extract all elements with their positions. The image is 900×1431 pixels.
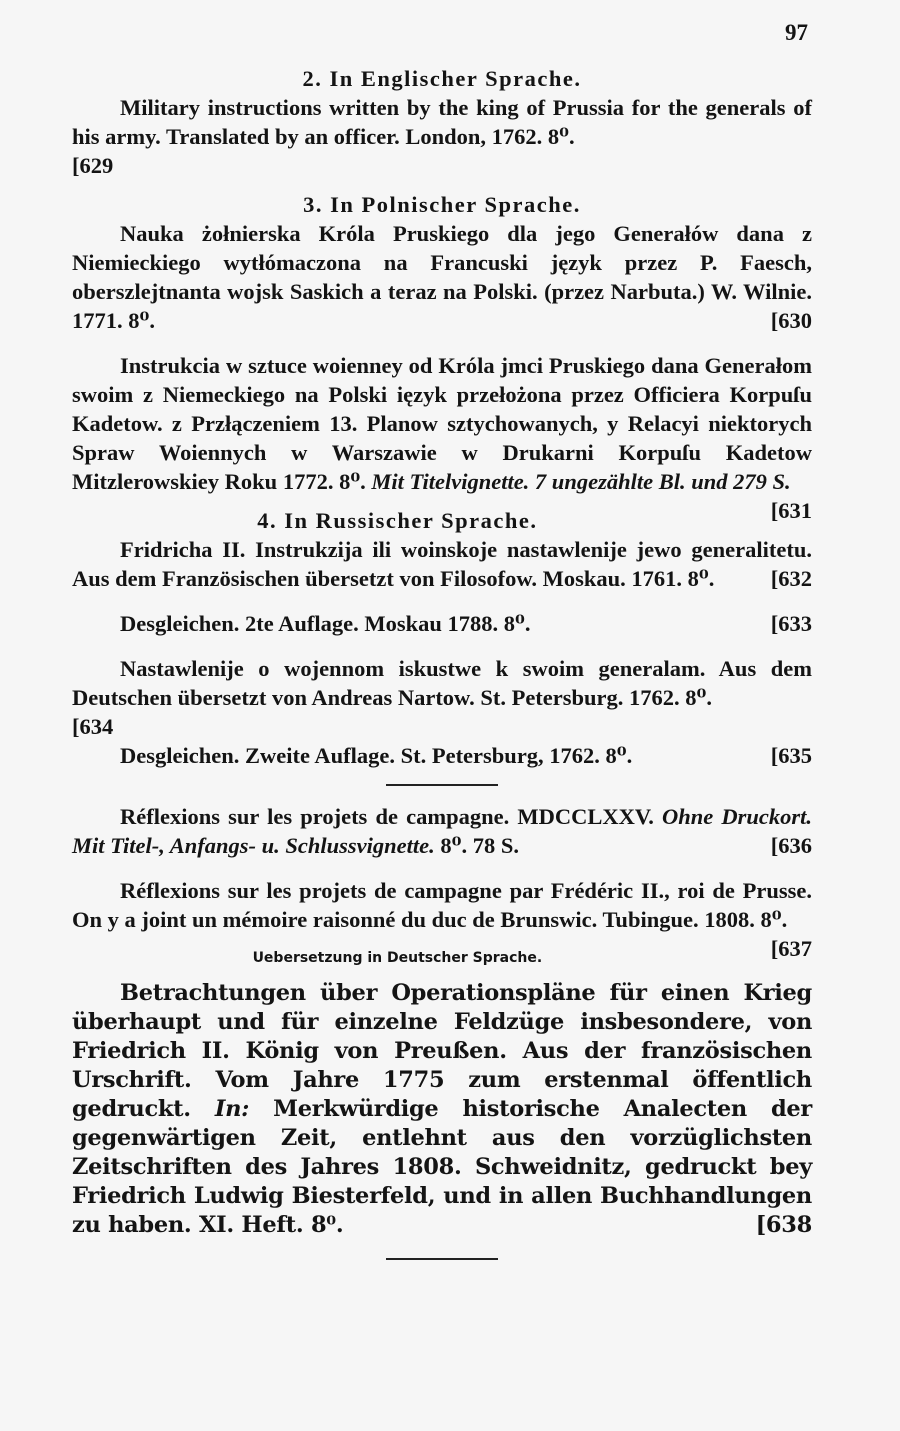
entry-text: Military instructions written by the king of Prussia for the generals of his army. Translated by an officer. London, 1762. 8⁰. [72,95,812,149]
section-heading-english: 2. In Englischer Sprache. [302,66,582,91]
entry-636 [72,802,812,860]
end-divider [386,1258,498,1260]
page-number: 97 [785,20,808,45]
entry-number: [633 [770,611,812,636]
entry-text: Desgleichen. 2te Auflage. Moskau 1788. 8⁰. [120,611,531,636]
entry-text: Réflexions sur les projets de campagne par Frédéric II., roi de Prusse. On y a joint un mémoire raisonné du duc de Brunswic. Tubingue. 1808. 8⁰. [72,878,812,932]
entry-text: Nauka żołnierska Króla Pruskiego dla jego Generałów dana z Niemieckiego wytłómaczona na Francuski język przez P. Faesch, oberszlejtnanta wojsk Saskich a teraz na Polski. (przez Narbuta.) W. Wilnie. 1771. 8⁰. [72,221,812,333]
page-content [72,64,812,1276]
entry-text: Desgleichen. Zweite Auflage. St. Petersburg, 1762. 8⁰. [120,743,633,768]
section-heading-russian: 4. In Russischer Sprache. [257,508,538,533]
translation-subheading: Uebersetzung in Deutscher Sprache. [252,950,543,966]
entry-text: Betrachtungen über Operationspläne für einen Krieg überhaupt und für einzelne Feldzüge insbesondere, von Friedrich II. König von Preußen. Aus der französischen Urschrift. Vom Jahre 1775 zum erstenmal öffentlich gedruckt. [72,980,812,1122]
entry-number: [638 [755,1212,812,1238]
entry-635 [72,741,812,770]
entry-number: [630 [770,308,812,333]
entry-632 [72,535,812,593]
entry-number: [635 [770,743,812,768]
entry-number: [629 [72,153,114,178]
entry-text: Nastawlenije o wojennom iskustwe k swoim generalam. Aus dem Deutschen übersetzt von Andreas Nartow. St. Petersburg. 1762. 8⁰. [72,656,812,710]
entry-630 [72,219,812,335]
entry-number: [631 [770,498,812,523]
entry-634-number-line [72,712,812,741]
entry-text-continued: Merkwürdige historische Analecten der gegenwärtigen Zeit, entlehnt aus den vorzüglichsten Zeitschriften des Jahres 1808. Schweidnitz, gedruckt bey Friedrich Ludwig Biesterfeld, und in allen Buchhandlungen zu haben. XI. Heft. 8⁰. [72,1096,812,1238]
entry-number: [637 [770,936,812,961]
entry-text: Fridricha II. Instrukzija ili woinskoje nastawlenije jewo generalitetu. Aus dem Französischen übersetzt von Filosofow. Moskau. 1761. 8⁰. [72,537,812,591]
entry-638 [72,979,812,1240]
entry-634 [72,654,812,712]
section-heading-polish: 3. In Polnischer Sprache. [303,192,581,217]
entry-in-label: In: [214,1096,250,1122]
entry-italic-note: Mit Titelvignette. 7 ungezählte Bl. und 279 S. [371,469,791,494]
entry-text: Instrukcia w sztuce woienney od Króla jmci Pruskiego dana Generałom swoim z Niemeckiego na Polski ięzyk przełożona przez Officiera Korpuſu Kadetow. z Przłączeniem 13. Planow sztychowanych, y Relacyi niektorych Spraw Woiennych w Warszawie w Drukarni Korpuſu Kadetow Mitzlerowskiey Roku 1772. 8⁰. [72,353,812,494]
section-divider [386,784,498,786]
entry-number: [632 [770,566,812,591]
entry-633 [72,609,812,638]
entry-number: [634 [72,714,114,739]
entry-629 [72,93,812,151]
entry-tail: 8⁰. 78 S. [440,833,519,858]
entry-number: [636 [770,833,812,858]
entry-text: Réflexions sur les projets de campagne. MDCCLXXV. [120,804,654,829]
entry-629-number-line [72,151,812,180]
entry-italic-note: Ohne Druckort. Mit Titel-, Anfangs- u. Schlussvignette. [72,804,812,858]
